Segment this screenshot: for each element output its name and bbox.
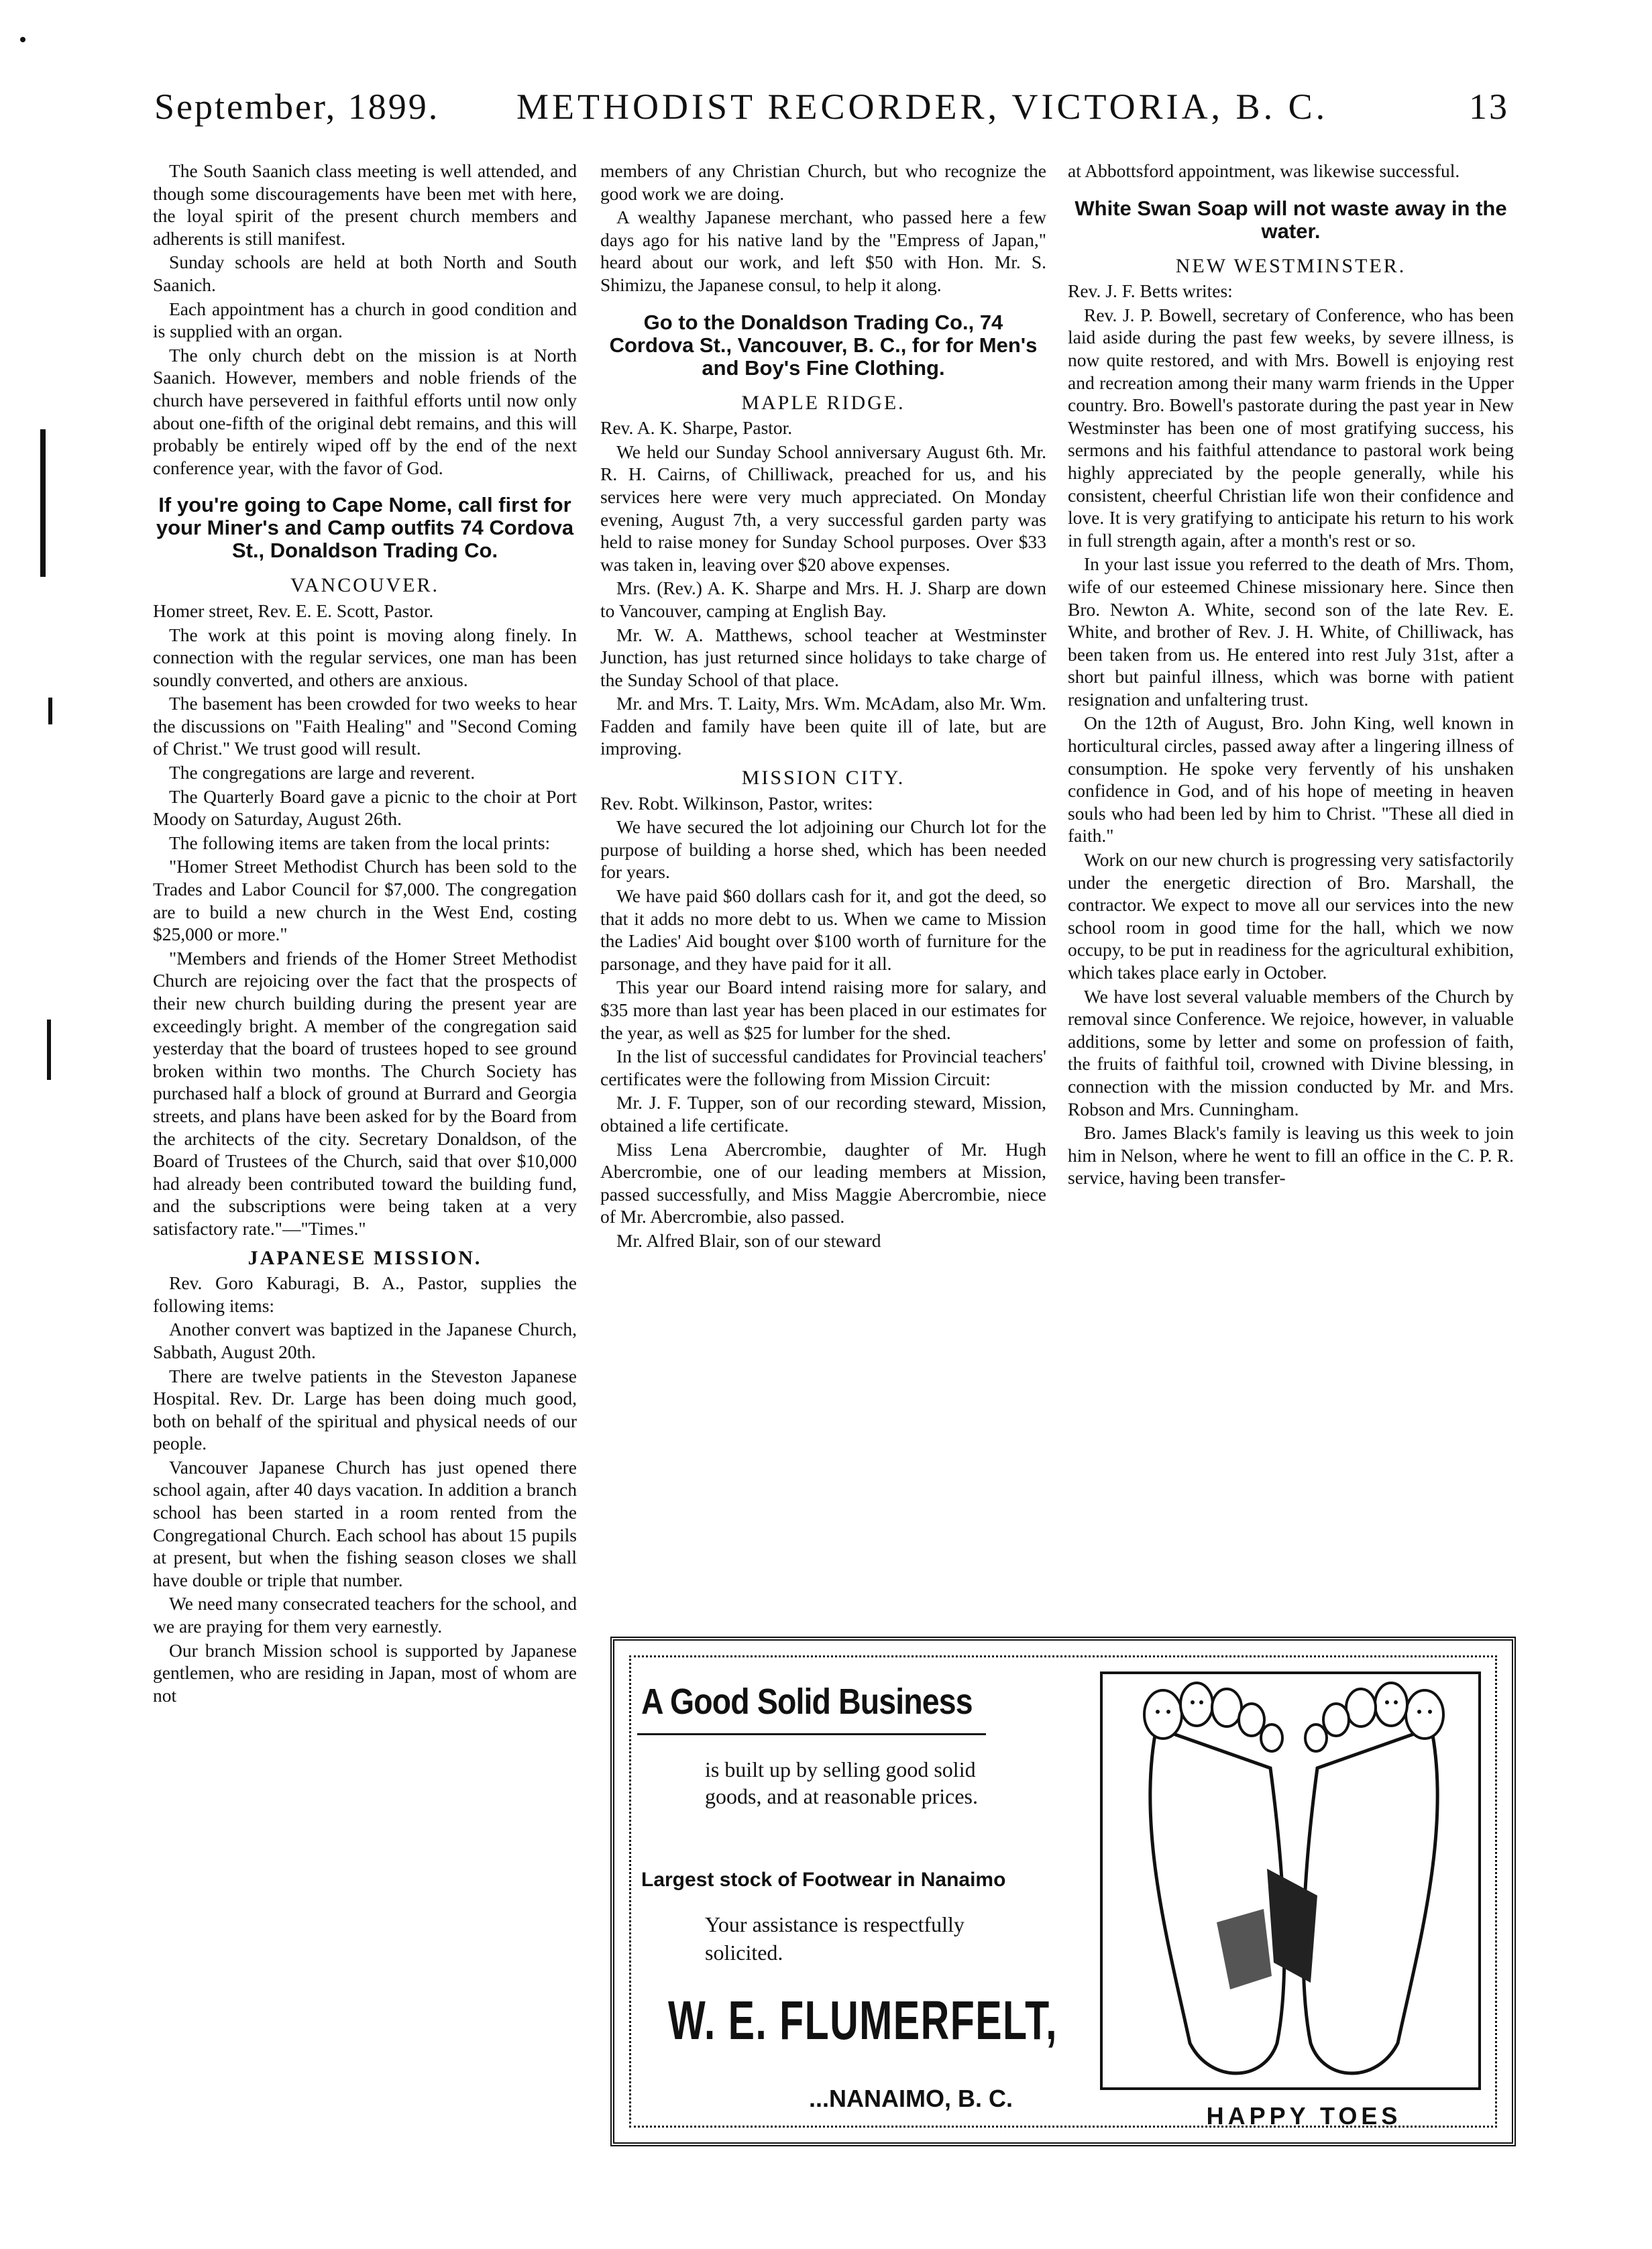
advertising-notice-soap: White Swan Soap will not waste away in the water. bbox=[1075, 196, 1507, 243]
happy-toes-feet-icon bbox=[1096, 1667, 1485, 2097]
article-paragraph: The work at this point is moving along finely. In connection with the regular services, one man has been soundly converted, and others are anxious. bbox=[153, 624, 577, 690]
article-paragraph: Rev. A. K. Sharpe, Pastor. bbox=[600, 417, 793, 439]
section-heading-vancouver: VANCOUVER. bbox=[290, 574, 439, 597]
article-paragraph: Bro. James Black's family is leaving us this week to join him in Nelson, where he went to fill an office in the C. P. R. service, having been transfer- bbox=[1068, 1122, 1514, 1189]
article-paragraph: Our branch Mission school is supported by Japanese gentlemen, who are residing in Japan, most of whom are not bbox=[153, 1639, 577, 1706]
section-heading-new-westminster: NEW WESTMINSTER. bbox=[1175, 254, 1407, 277]
ad-assistance-text: Your assistance is respectfully solicited. bbox=[705, 1912, 965, 1965]
ad-stock-line: Largest stock of Footwear in Nanaimo bbox=[641, 1869, 1006, 1891]
article-paragraph: "Homer Street Methodist Church has been sold to the Trades and Labor Council for $7,000. The congregation are to build a new church in the West End, costing $25,000 or more." bbox=[153, 856, 577, 945]
issue-date: September, 1899. bbox=[154, 87, 440, 127]
column-1 bbox=[153, 160, 577, 1708]
article-paragraph: Sunday schools are held at both North and South Saanich. bbox=[153, 252, 577, 295]
article-paragraph: The Quarterly Board gave a picnic to the choir at Port Moody on Saturday, August 26th. bbox=[153, 785, 577, 830]
advertising-notice-clothing: Go to the Donaldson Trading Co., 74 Cordova St., Vancouver, B. C., for for Men's and Boy's Fine Clothing. bbox=[609, 310, 1038, 380]
article-paragraph: Homer street, Rev. E. E. Scott, Pastor. bbox=[153, 600, 434, 621]
section-heading-maple-ridge: MAPLE RIDGE. bbox=[741, 391, 905, 414]
article-paragraph: Work on our new church is progressing very satisfactorily under the energetic direction of Bro. Marshall, the contractor. We expect to move all our services into the new school room in good time for the hall, which we now occupy, to be put in readiness for the agricultural exhibition, which takes place early in October. bbox=[1068, 849, 1514, 983]
article-paragraph: Miss Lena Abercrombie, daughter of Mr. Hugh Abercrombie, one of our leading members at Mission, passed successfully, and Miss Maggie Abercrombie, niece of Mr. Abercrombie, also passed. bbox=[600, 1138, 1046, 1227]
page-number: 13 bbox=[1469, 87, 1509, 127]
publication-title: METHODIST RECORDER, VICTORIA, B. C. bbox=[516, 87, 1329, 127]
article-paragraph: The basement has been crowded for two weeks to hear the discussions on "Faith Healing" and "Second Coming of Christ." We trust good will result. bbox=[153, 693, 577, 759]
article-paragraph: Mrs. (Rev.) A. K. Sharpe and Mrs. H. J. Sharp are down to Vancouver, camping at English Bay. bbox=[600, 578, 1046, 621]
ad-headline-underline bbox=[637, 1733, 986, 1735]
article-paragraph: We have paid $60 dollars cash for it, and got the deed, so that it adds no more debt to us. When we came to Mission the Ladies' Aid bought over $100 worth of furniture for the parsonage, and they have paid for it all. bbox=[600, 885, 1046, 974]
article-paragraph: members of any Christian Church, but who recognize the good work we are doing. bbox=[600, 160, 1046, 204]
scan-edge-mark bbox=[47, 1020, 51, 1080]
article-paragraph: Mr. Alfred Blair, son of our steward bbox=[616, 1229, 881, 1251]
section-heading-japanese-mission: JAPANESE MISSION. bbox=[247, 1246, 482, 1269]
article-paragraph: We need many consecrated teachers for the school, and we are praying for them very earnestly. bbox=[153, 1593, 577, 1637]
article-paragraph: Mr. W. A. Matthews, school teacher at Westminster Junction, has just returned since holidays to take charge of the Sunday School of that place. bbox=[600, 624, 1046, 690]
article-paragraph: In your last issue you referred to the death of Mrs. Thom, wife of our esteemed Chinese missionary here. Since then Bro. Newton A. White, second son of the late Rev. E. White, and brother of Rev. J. H. White, of Chilliwack, has been taken from us. He entered into rest July 31st, after a short but painful illness, which was borne with patient resignation and unfaltering trust. bbox=[1068, 553, 1514, 710]
ad-headline: A Good Solid Business bbox=[641, 1682, 973, 1722]
article-paragraph: On the 12th of August, Bro. John King, well known in horticultural circles, passed away after a lingering illness of consumption. He spoke very fervently of his unshaken confidence in God, and of his hope of meeting in heaven souls who had been led by him to Christ. "These all died in faith." bbox=[1068, 712, 1514, 846]
ad-city: ...NANAIMO, B. C. bbox=[809, 2085, 1013, 2112]
article-paragraph: Each appointment has a church in good condition and is supplied with an organ. bbox=[153, 298, 577, 342]
article-paragraph: The only church debt on the mission is at North Saanich. However, members and noble friends of the church have persevered in faithful efforts until now only about one-fifth of the original debt remains, and this will probably be entirely wiped off by the end of the next conference year, with the favor of God. bbox=[153, 344, 577, 478]
article-paragraph: The following items are taken from the local prints: bbox=[169, 832, 551, 853]
article-paragraph: Vancouver Japanese Church has just opened there school again, after 40 days vacation. In addition a branch school has been started in a room rented from the Congregational Church. Each school has about 15 pupils at present, but when the fishing season closes we shall have double or triple that number. bbox=[153, 1456, 577, 1590]
footwear-advertisement bbox=[610, 1637, 1516, 2146]
section-heading-mission-city: MISSION CITY. bbox=[741, 767, 905, 789]
article-paragraph: Rev. J. F. Betts writes: bbox=[1068, 280, 1233, 302]
scan-speck bbox=[20, 37, 25, 42]
column-3 bbox=[1068, 160, 1514, 1191]
running-head bbox=[154, 86, 1509, 146]
article-paragraph: The congregations are large and reverent. bbox=[169, 762, 476, 783]
article-paragraph: Another convert was baptized in the Japanese Church, Sabbath, August 20th. bbox=[153, 1319, 577, 1362]
advertising-notice-cape-nome: If you're going to Cape Nome, call first for your Miner's and Camp outfits 74 Cordova St., Donaldson Trading Co. bbox=[156, 493, 574, 563]
ad-illustration-caption: HAPPY TOES bbox=[1206, 2102, 1402, 2130]
article-paragraph: at Abbottsford appointment, was likewise successful. bbox=[1068, 160, 1460, 181]
article-paragraph: This year our Board intend raising more for salary, and $35 more than last year has been placed in our estimates for the year, as well as $25 for lumber for the shed. bbox=[600, 977, 1046, 1043]
article-paragraph: A wealthy Japanese merchant, who passed here a few days ago for his native land by the "Empress of Japan," heard about our work, and left $50 with Hon. Mr. S. Shimizu, the Japanese consul, to help it along. bbox=[600, 207, 1046, 295]
article-paragraph: We held our Sunday School anniversary August 6th. Mr. R. H. Cairns, of Chilliwack, preached for us, and his services here were very much appreciated. On Monday evening, August 7th, a very successful garden party was held to raise money for Sunday School purposes. Over $33 was taken in, leaving over $20 above expenses. bbox=[600, 441, 1046, 575]
article-paragraph: The South Saanich class meeting is well attended, and though some discouragements have been met with here, the loyal spirit of the present church members and adherents is still manifest. bbox=[153, 160, 577, 249]
article-paragraph: Rev. Goro Kaburagi, B. A., Pastor, supplies the following items: bbox=[153, 1272, 577, 1316]
article-paragraph: We have secured the lot adjoining our Church lot for the purpose of building a horse shed, which has been needed for years. bbox=[600, 816, 1046, 883]
article-paragraph: We have lost several valuable members of the Church by removal since Conference. We rejoice, however, in valuable additions, some by letter and some on profession of faith, the fruits of faithful toil, crowned with Divine blessing, in connection with the mission conducted by Mr. and Mrs. Robson and Mrs. Cunningham. bbox=[1068, 985, 1514, 1119]
column-2 bbox=[600, 160, 1046, 1254]
scan-edge-mark bbox=[40, 429, 46, 577]
scan-edge-mark bbox=[48, 698, 52, 724]
article-paragraph: Mr. J. F. Tupper, son of our recording steward, Mission, obtained a life certificate. bbox=[600, 1092, 1046, 1136]
article-paragraph: "Members and friends of the Homer Street Methodist Church are rejoicing over the fact that the prospects of their new church building during the present year are exceedingly bright. A member of the congregation said yesterday that the board of trustees hoped to see ground broken within two months. The Church Society has purchased half a block of ground at Burrard and Georgia streets, and plans have been asked for by the Board from the architects of the city. Secretary Donaldson, of the Board of Trustees of the Church, said that over $10,000 had already been contributed toward the building fund, and the subscriptions were being taken at a very satisfactory rate."—"Times." bbox=[153, 947, 577, 1239]
ad-merchant-name: W. E. FLUMERFELT, bbox=[668, 1990, 1058, 2051]
article-paragraph: Mr. and Mrs. T. Laity, Mrs. Wm. McAdam, also Mr. Wm. Fadden and family have been quite ill of late, but are improving. bbox=[600, 693, 1046, 759]
article-paragraph: Rev. Robt. Wilkinson, Pastor, writes: bbox=[600, 792, 873, 814]
article-paragraph: In the list of successful candidates for Provincial teachers' certificates were the following from Mission Circuit: bbox=[600, 1046, 1046, 1089]
article-paragraph: Rev. J. P. Bowell, secretary of Conference, who has been laid aside during the past few weeks, by severe illness, is now quite restored, and with Mrs. Bowell is enjoying rest and recreation among their many warm friends in the Upper country. Bro. Bowell's pastorate during the past year in New Westminster has been one of most gratifying success, his sermons and his faithful attendance to pastoral work being highly appreciated by the people generally, while his consistent, cheerful Christian life won their confidence and love. It is very gratifying to anticipate his return to his work in full strength again, after a month's rest or so. bbox=[1068, 304, 1514, 551]
ad-body-text: is built up by selling good solid goods, and at reasonable prices. bbox=[705, 1757, 978, 1808]
article-paragraph: There are twelve patients in the Steveston Japanese Hospital. Rev. Dr. Large has been doing much good, both on behalf of the spiritual and physical needs of our people. bbox=[153, 1365, 577, 1454]
